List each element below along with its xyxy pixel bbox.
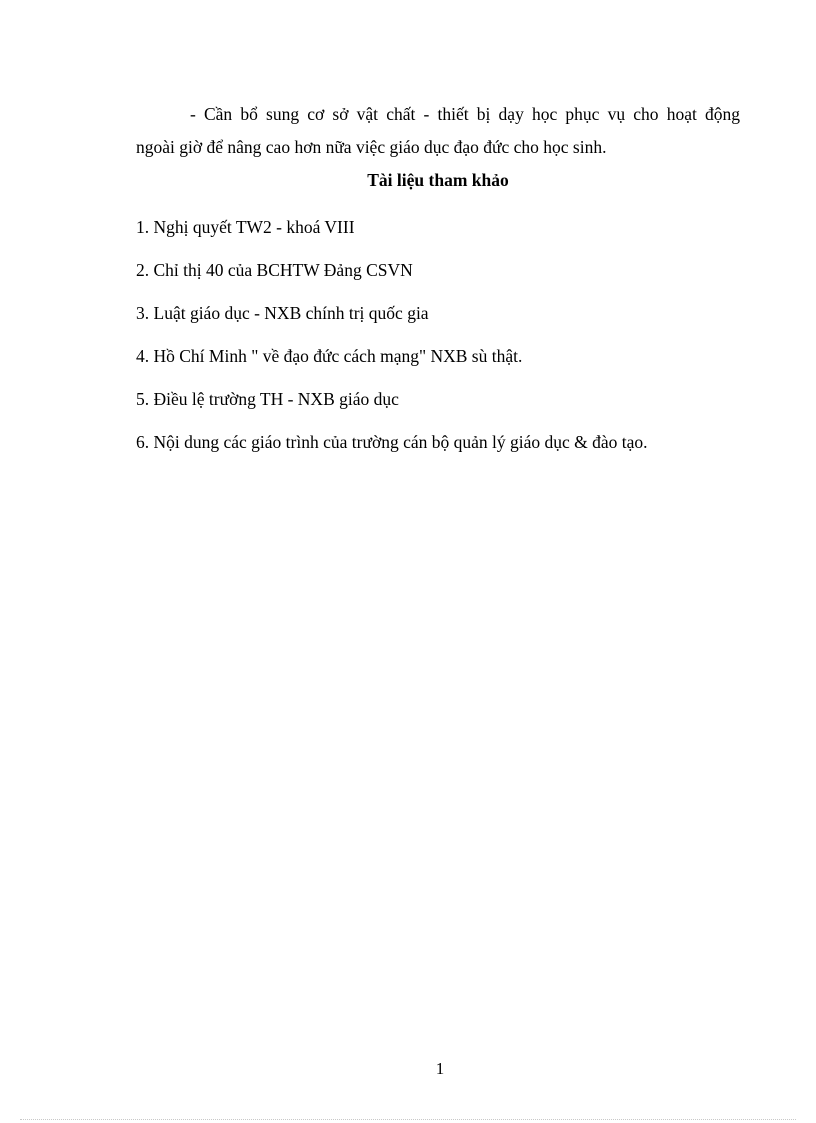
reference-item: 2. Chỉ thị 40 của BCHTW Đảng CSVN — [136, 260, 413, 280]
reference-item: 3. Luật giáo dục - NXB chính trị quốc gia — [136, 303, 429, 323]
page-number: 1 — [435, 1059, 445, 1078]
references-heading: Tài liệu tham khảo — [367, 170, 509, 190]
body-paragraph — [136, 98, 740, 164]
reference-item: 4. Hồ Chí Minh " về đạo đức cách mạng" NXB sù thật. — [136, 346, 523, 366]
reference-item: 1. Nghị quyết TW2 - khoá VIII — [136, 217, 355, 237]
reference-item: 5. Điều lệ trường TH - NXB giáo dục — [136, 389, 399, 409]
paragraph-line-2: ngoài giờ để nâng cao hơn nữa việc giáo dục đạo đức cho học sinh. — [136, 137, 607, 157]
reference-item: 6. Nội dung các giáo trình của trường cán bộ quản lý giáo dục & đào tạo. — [136, 432, 648, 452]
page-bottom-divider — [20, 1119, 796, 1120]
paragraph-line-1: - Cần bổ sung cơ sở vật chất - thiết bị dạy học phục vụ cho hoạt động — [190, 104, 740, 124]
